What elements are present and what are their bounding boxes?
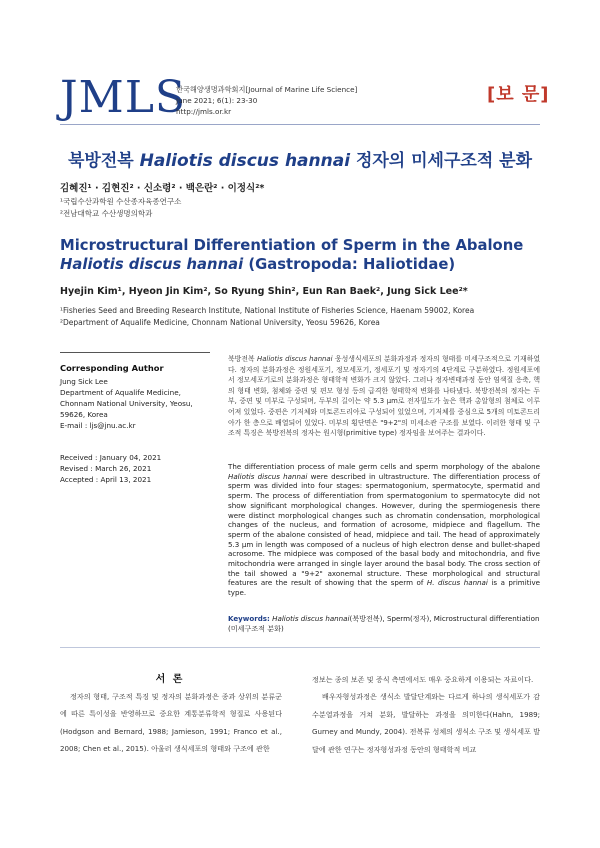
corresponding-name: Jung Sick Lee (60, 377, 108, 386)
journal-url[interactable]: http://jmls.or.kr (176, 107, 232, 116)
body-paragraph: 정자의 형태, 구조적 특징 및 정자의 분화과정은 종과 상위의 분류군에 따른 특이성을 반영하므로 중요한 계통분류학적 형질로 사용된다(Hodgson and Bernard, 1988; Jamieson, 1991; Franco et al., 2008; Chen et al., 2015). 아울러 생식세포의 형태와 구조에 관한 (60, 692, 282, 754)
date-accepted: Accepted : April 13, 2021 (60, 475, 152, 484)
korean-abstract (228, 354, 540, 439)
english-title-rest: (Gastropoda: Haliotidae) (248, 256, 456, 273)
article-dates (60, 452, 161, 485)
corresponding-univ: Chonnam National University, Yeosu, (60, 399, 193, 408)
korean-title-species: Haliotis discus hannai (139, 151, 351, 171)
journal-logo: JMLS (60, 72, 187, 123)
korean-affiliation-2: ²전남대학교 수산생명의학과 (60, 209, 153, 218)
english-authors: Hyejin Kim¹, Hyeon Jin Kim², So Ryung Shin², Eun Ran Baek², Jung Sick Lee²* (60, 286, 468, 297)
body-paragraph: 정보는 종의 보존 및 증식 측면에서도 매우 중요하게 이용되는 자료이다. (312, 675, 534, 684)
date-revised: Revised : March 26, 2021 (60, 464, 152, 473)
issue-info: June 2021; 6(1): 23-30 (176, 96, 258, 105)
body-left-column (60, 688, 282, 758)
english-abstract-species-short: H. discus hannai (426, 578, 488, 588)
english-abstract-species: Haliotis discus hannai (228, 471, 308, 481)
corresponding-details (60, 376, 210, 431)
korean-title (0, 146, 600, 171)
english-abstract (228, 462, 540, 598)
korean-abstract-species: Haliotis discus hannai (257, 355, 333, 363)
english-affiliation-2: ²Department of Aqualife Medicine, Chonnam National University, Yeosu 59626, Korea (60, 318, 380, 327)
korean-affiliation-1: ¹국립수산과학원 수산종자육종연구소 (60, 197, 182, 206)
corresponding-divider (60, 352, 210, 353)
corresponding-email[interactable]: E-mail : ljs@jnu.ac.kr (60, 421, 136, 430)
english-title (60, 236, 540, 274)
english-abstract-text: were described in ultrastructure. The differentiation process of sperm was divided into four stages: spermatogonium, spermatocyte, spermatid and sperm. The process of differentiation from spermatogonium to spermatocyte did not show significant morphological changes. However, during the spermiogenesis there were distinct morphological changes such as chromatin condensation, morphological changes of the nucleus, and formation of acrosome, midpiece and flagellum. The sperm of the abalone consisted of head, midpiece and tail. The head of approximately 5.3 μm in length was composed of a nucleus of high electron dense and bullet-shaped acrosome. The midpiece was composed of the basal body and mitochondria, and five mitochondria were arranged in single layer around the basal body. The cross section of the tail showed a "9+2" axonemal structure. These morphological and structural features are the result of showing that the sperm of (228, 471, 540, 588)
korean-title-prefix: 북방전복 (67, 151, 134, 171)
keywords (228, 614, 540, 633)
korean-abstract-prefix: 북방전복 (228, 355, 255, 363)
body-paragraph: 배우자형성과정은 생식소 발달단계와는 다르게 하나의 생식세포가 감수분열과정을 거쳐 분화, 발달하는 과정을 의미한다(Hahn, 1989; Gurney and Mundy, 2004). 전복류 성체의 생식소 구조 및 생식세포 발달에 관한 연구는 정자형성과정 동안의 형태학적 비교 (312, 692, 540, 754)
corresponding-heading: Corresponding Author (60, 363, 164, 373)
journal-name: 한국해양생명과학회지[Journal of Marine Life Science] (176, 85, 358, 94)
body-right-column (312, 671, 540, 758)
english-affiliation-1: ¹Fisheries Seed and Breeding Research Institute, National Institute of Fisheries Science, Haenam 59002, Korea (60, 306, 475, 315)
keywords-species: Haliotis discus hannai (272, 614, 350, 623)
keywords-rest: (북방전복), Sperm(정자), Microstructural differentiation (미세구조적 분화) (228, 614, 540, 633)
date-received: Received : January 04, 2021 (60, 453, 162, 462)
corresponding-postal: 59626, Korea (60, 410, 108, 419)
abstract-divider (60, 647, 540, 648)
english-title-line-2 (60, 255, 540, 274)
english-abstract-end: is a primitive type. (228, 578, 541, 598)
section-heading-introduction: 서 론 (155, 674, 185, 685)
korean-abstract-text: 웅성생식세포의 분화과정과 정자의 형태를 미세구조적으로 기재하였다. 정자의 분화과정은 정원세포기, 정모세포기, 정세포기 및 정자기의 4단계로 구분하였다. 정원세포에서 정모세포기로의 분화과정은 형태학적 변화가 크지 않았다. 그러나 정자변태과정 동안 염색질 응축, 핵의 형태 변화, 첨체와 중편 및 편모 형성 등의 급격한 형태학적 변화를 나타냈다. 북방전복의 정자는 두부, 중편 및 미부로 구성되며, 두부의 길이는 약 5.3 μm로 전자밀도가 높은 핵과 총알형의 첨체로 이루어져 있었다. 중편은 기저체와 미토콘드리아로 구성되어 있었으며, 기저체를 중심으로 5개의 미토콘드리아가 한 층으로 배열되어 있었다. 미부의 횡단면은 "9+2"의 미세소관 구조를 보였다. 이러한 형태 및 구조적 특징은 북방전복의 정자는 원시형(primitive type) 정자임을 보여주는 결과이다. (228, 355, 541, 438)
article-type-label: [보 문] (487, 84, 550, 105)
corresponding-dept: Department of Aqualife Medicine, (60, 388, 181, 397)
korean-authors: 김혜진¹ · 김현진² · 신소령² · 백은란² · 이정식²* (60, 183, 265, 194)
english-title-line-1: Microstructural Differentiation of Sperm in the Abalone (60, 237, 524, 254)
keywords-label: Keywords: (228, 614, 270, 623)
header-divider (60, 124, 540, 125)
korean-title-suffix: 정자의 미세구조적 분화 (355, 151, 533, 171)
english-abstract-intro: The differentiation process of male germ cells and sperm morphology of the abalone (228, 462, 540, 471)
journal-info (176, 84, 357, 117)
english-title-species: Haliotis discus hannai (60, 256, 244, 273)
